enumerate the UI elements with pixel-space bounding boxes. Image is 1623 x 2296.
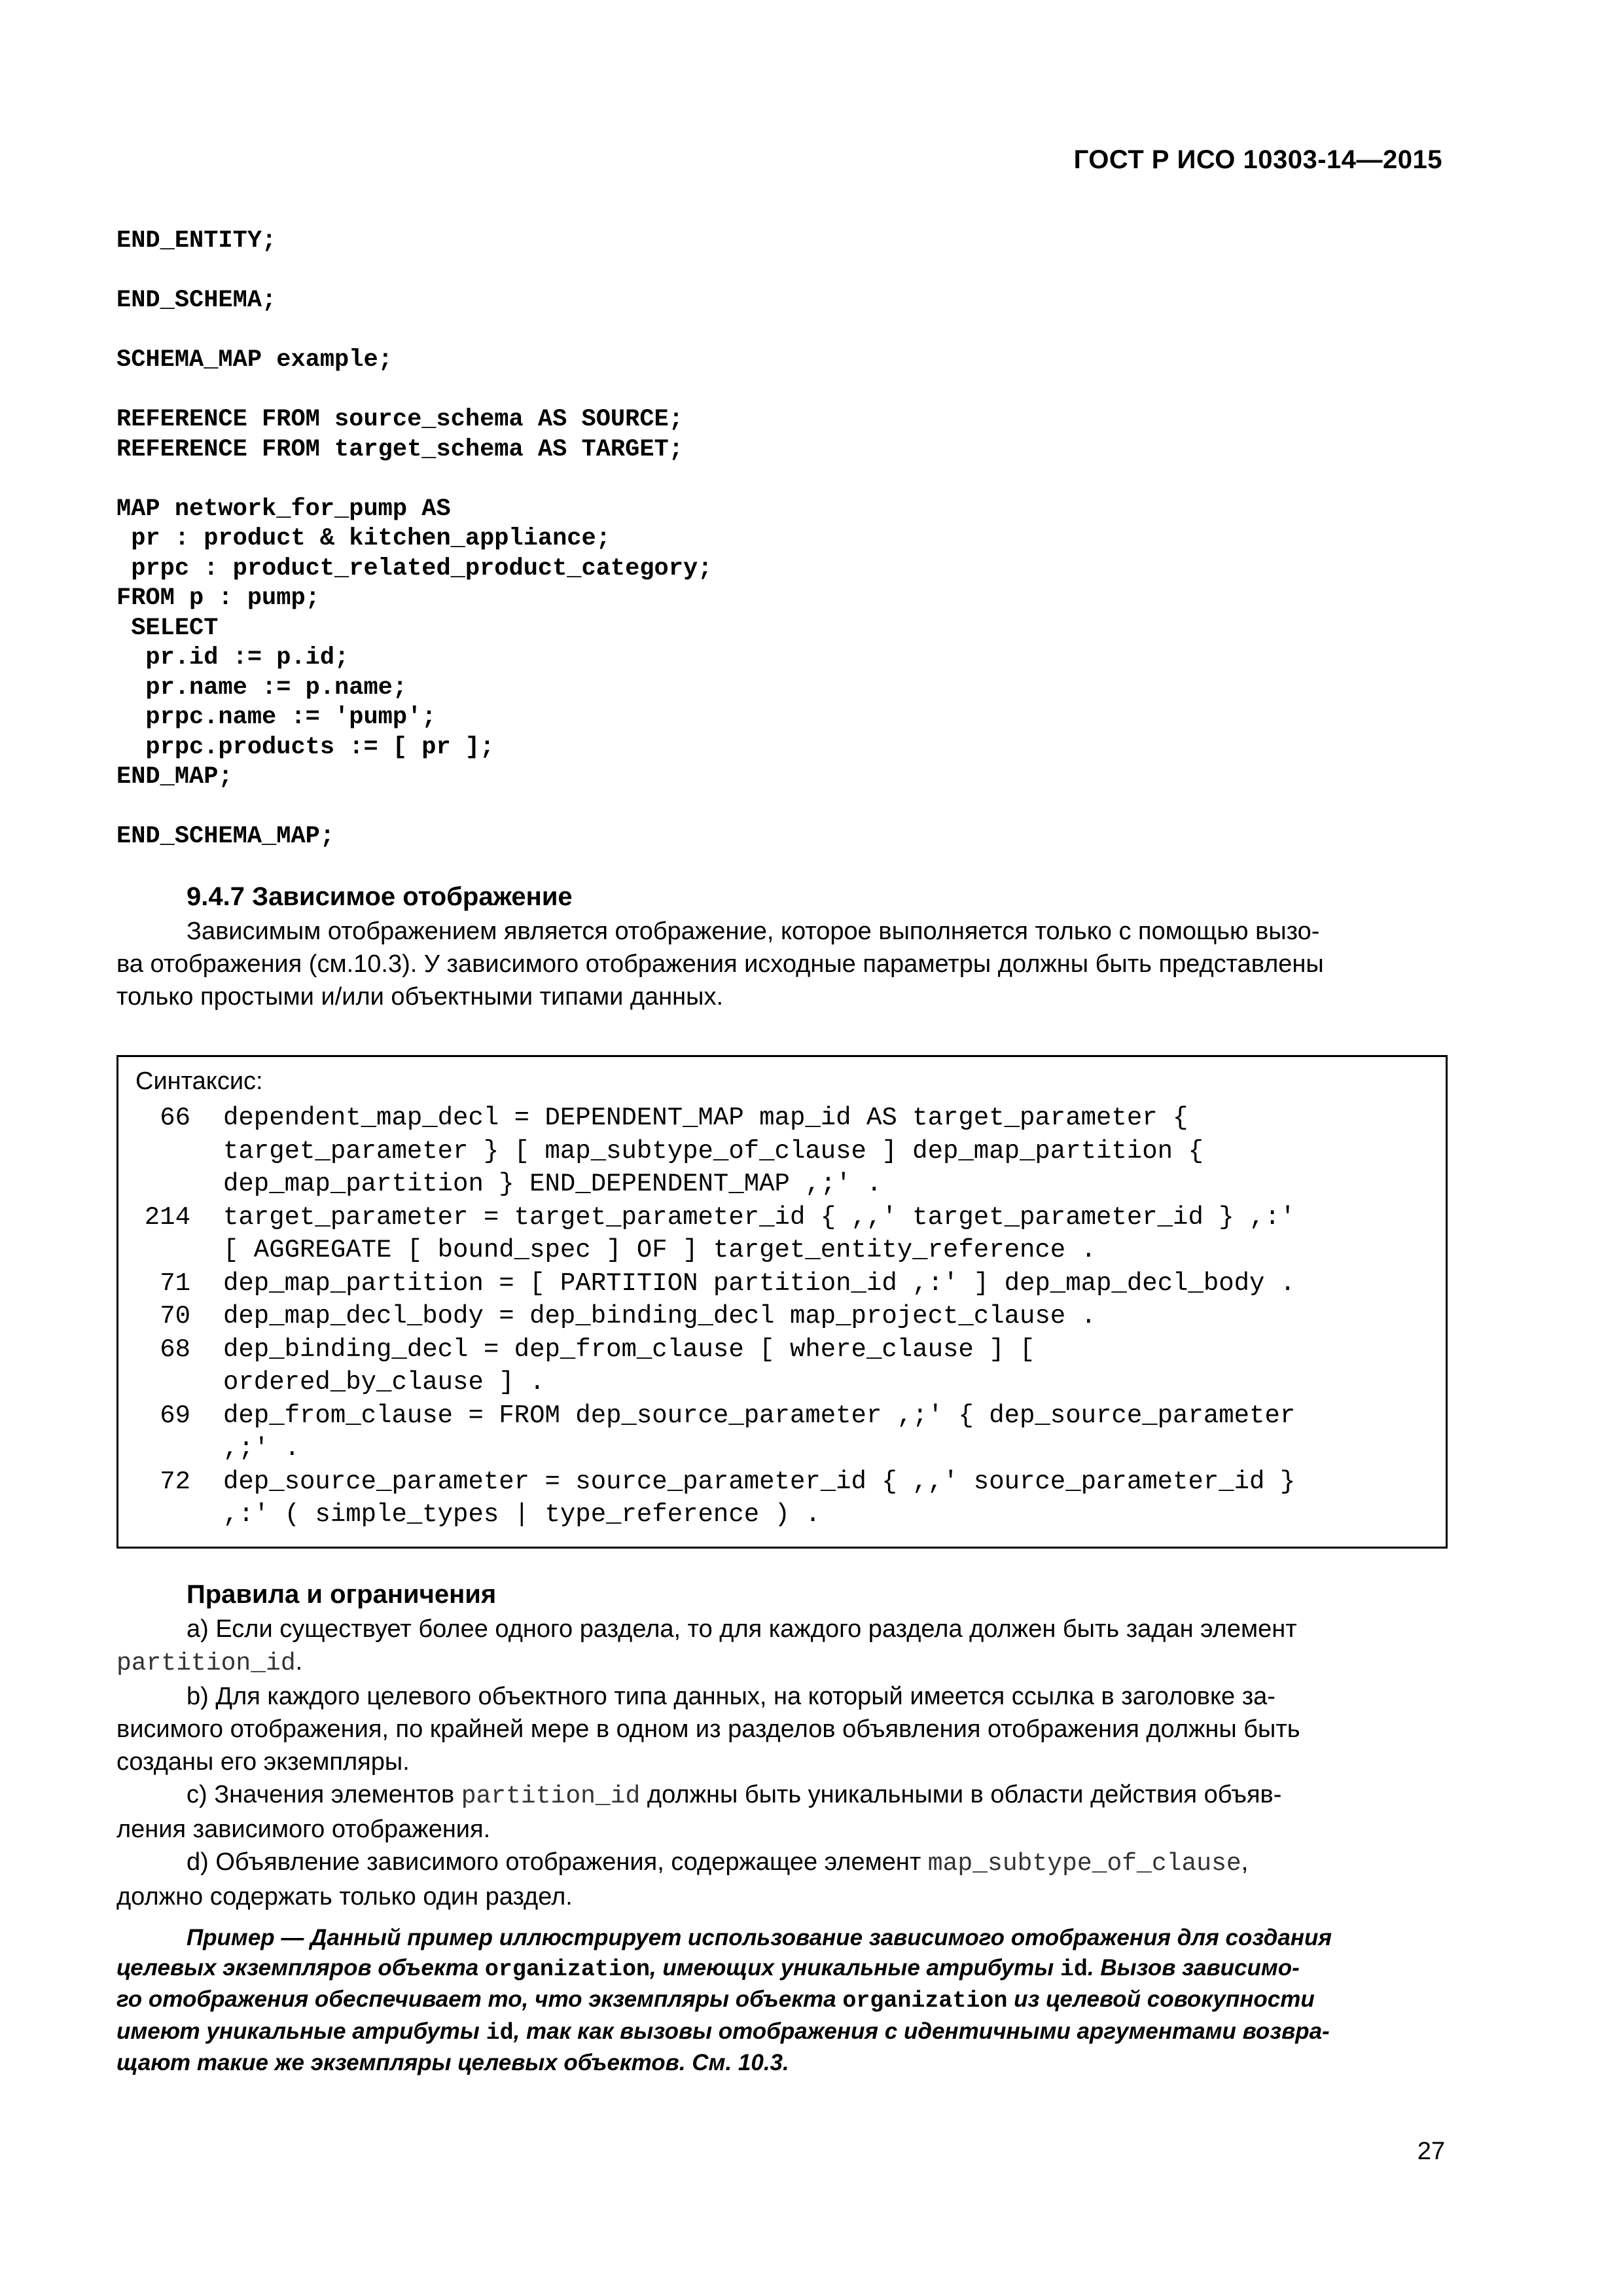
rule-c: c) Значения элементов partition_id должны быть уникальными в области действия объяв- bbox=[187, 1781, 1282, 1810]
code-line: END_SCHEMA; bbox=[116, 287, 277, 314]
syntax-box bbox=[116, 1055, 1448, 1549]
code-line bbox=[116, 316, 712, 346]
code-line: END_SCHEMA_MAP; bbox=[116, 823, 335, 850]
code-line: END_ENTITY; bbox=[116, 227, 277, 255]
section-heading: 9.4.7 Зависимое отображение bbox=[187, 882, 573, 911]
syntax-rule-text: dep_source_parameter = source_parameter_id { ,,' source_parameter_id } bbox=[223, 1467, 1296, 1496]
code-line: SCHEMA_MAP example; bbox=[116, 346, 393, 374]
syntax-rule-text: dep_binding_decl = dep_from_clause [ where_clause ] [ bbox=[223, 1335, 1035, 1364]
rule-b: b) Для каждого целевого объектного типа данных, на который имеется ссылка в заголовке за- bbox=[187, 1683, 1275, 1710]
code-line: FROM p : pump; bbox=[116, 584, 320, 612]
syntax-rule-text: ,:' ( simple_types | type_reference ) . bbox=[223, 1500, 821, 1529]
code-line: REFERENCE FROM target_schema AS TARGET; bbox=[116, 435, 683, 463]
code-line: REFERENCE FROM source_schema AS SOURCE; bbox=[116, 406, 683, 433]
syntax-rule-number: 66 bbox=[160, 1103, 190, 1132]
syntax-rule-text: target_parameter = target_parameter_id { ,,' target_parameter_id } ,:' bbox=[223, 1202, 1296, 1232]
code-partition-id: partition_id bbox=[116, 1649, 296, 1677]
example-line-1: Пример — Данный пример иллюстрирует использование зависимого отображения для создания bbox=[187, 1925, 1332, 1950]
code-line: pr.id := p.id; bbox=[116, 644, 349, 672]
syntax-title: Синтаксис: bbox=[135, 1067, 263, 1095]
rule-a: a) Если существует более одного раздела, то для каждого раздела должен быть задан элемент bbox=[187, 1615, 1297, 1643]
syntax-rule-text: dep_from_clause = FROM dep_source_parameter ,;' { dep_source_parameter bbox=[223, 1401, 1296, 1430]
code-line: prpc.name := 'pump'; bbox=[116, 704, 437, 731]
intro-line-3: только простыми и/или объектными типами данных. bbox=[116, 983, 724, 1011]
example-line-3: го отображения обеспечивает то, что экземпляры объекта organization из целевой совокупности bbox=[116, 1986, 1315, 2014]
syntax-rule-text: dependent_map_decl = DEPENDENT_MAP map_id AS target_parameter { bbox=[223, 1103, 1188, 1132]
syntax-rule-number: 69 bbox=[160, 1401, 190, 1430]
code-partition-id-2: partition_id bbox=[461, 1782, 641, 1810]
example-line-4: имеют уникальные атрибуты id, так как вызовы отображения с идентичными аргументами возвра- bbox=[116, 2018, 1330, 2046]
rule-b-line3: созданы его экземпляры. bbox=[116, 1748, 410, 1776]
code-map-subtype: map_subtype_of_clause bbox=[927, 1850, 1241, 1878]
syntax-rule-text: target_parameter } [ map_subtype_of_clause ] dep_map_partition { bbox=[223, 1136, 1204, 1166]
code-line: END_MAP; bbox=[116, 763, 233, 791]
syntax-rule-text: dep_map_partition = [ PARTITION partition_id ,:' ] dep_map_decl_body . bbox=[223, 1268, 1296, 1298]
rules-list bbox=[116, 1613, 1448, 1913]
syntax-rule-number: 71 bbox=[160, 1268, 190, 1298]
syntax-rule-number: 70 bbox=[160, 1302, 190, 1331]
syntax-rule-text: ,;' . bbox=[223, 1434, 300, 1463]
rule-d: d) Объявление зависимого отображения, содержащее элемент map_subtype_of_clause, bbox=[187, 1848, 1249, 1878]
code-line: prpc : product_related_product_category; bbox=[116, 554, 713, 583]
syntax-rule-text: ordered_by_clause ] . bbox=[223, 1368, 545, 1397]
code-line bbox=[116, 376, 712, 406]
intro-line-2: ва отображения (см.10.3). У зависимого отображения исходные параметры должны быть представлены bbox=[116, 950, 1324, 978]
standard-id-header: ГОСТ Р ИСО 10303-14—2015 bbox=[1073, 145, 1442, 174]
syntax-rule-text: [ AGGREGATE [ bound_spec ] OF ] target_entity_reference . bbox=[223, 1236, 1097, 1265]
section-intro bbox=[116, 915, 1448, 1013]
code-line: pr.name := p.name; bbox=[116, 673, 408, 702]
rule-a-cont: partition_id. bbox=[116, 1648, 303, 1677]
code-line: prpc.products := [ pr ]; bbox=[116, 733, 495, 761]
code-line bbox=[116, 257, 712, 287]
syntax-rule-number: 214 bbox=[144, 1202, 190, 1232]
code-line bbox=[116, 465, 712, 495]
syntax-rule-text: dep_map_partition } END_DEPENDENT_MAP ,;' . bbox=[223, 1170, 882, 1198]
example-note bbox=[116, 1923, 1448, 2078]
code-line: pr : product & kitchen_appliance; bbox=[116, 525, 611, 552]
example-line-2: целевых экземпляров объекта organization, имеющих уникальные атрибуты id. Вызов зависимо- bbox=[116, 1954, 1300, 1982]
syntax-rule-text: dep_map_decl_body = dep_binding_decl map_project_clause . bbox=[223, 1302, 1097, 1331]
intro-line-1: Зависимым отображением является отображение, которое выполняется только с помощью вызо- bbox=[187, 918, 1320, 945]
syntax-rule-number: 68 bbox=[160, 1335, 190, 1364]
syntax-rule-number: 72 bbox=[160, 1467, 190, 1496]
rule-c-line2: ления зависимого отображения. bbox=[116, 1816, 491, 1843]
code-line: MAP network_for_pump AS bbox=[116, 495, 451, 523]
rules-heading: Правила и ограничения bbox=[187, 1580, 497, 1609]
code-line: SELECT bbox=[116, 614, 219, 642]
code-line bbox=[116, 793, 712, 823]
rule-b-line2: висимого отображения, по крайней мере в одном из разделов объявления отображения должны быть bbox=[116, 1715, 1300, 1743]
example-line-5: щают такие же экземпляры целевых объектов. См. 10.3. bbox=[116, 2050, 789, 2075]
code-block bbox=[116, 226, 712, 852]
page-number: 27 bbox=[1417, 2138, 1445, 2165]
rule-d-line2: должно содержать только один раздел. bbox=[116, 1883, 573, 1910]
